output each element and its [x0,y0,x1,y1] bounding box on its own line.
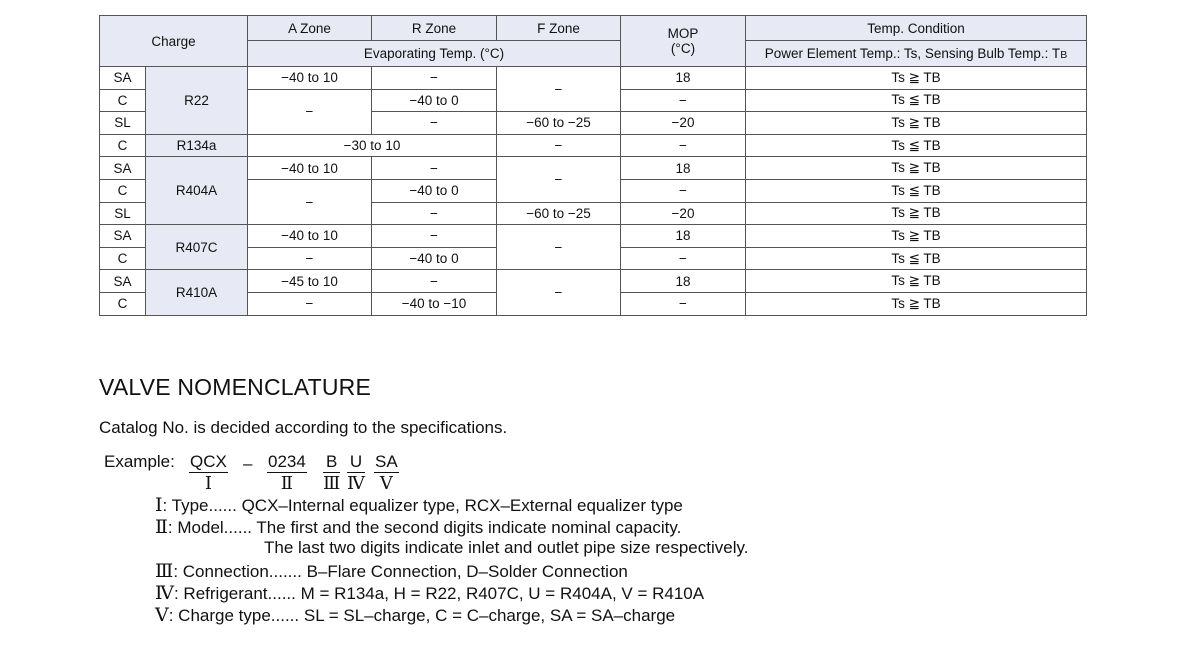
intro-text: Catalog No. is decided according to the specifications. [99,418,508,437]
header-charge: Charge [100,16,248,67]
table-row [100,270,1087,293]
header-a-zone: A Zone [248,16,372,41]
charge-cell: C [100,134,146,157]
charge-cell: C [100,292,146,315]
temp-condition-cell: Ts ≦ TB [746,89,1087,112]
r-zone-cell: −40 to 0 [372,89,497,112]
definition-type: Ⅰ: Type...... QCX–Internal equalizer type, RCX–External equalizer type [155,495,683,516]
definition-charge-type: Ⅴ: Charge type...... SL = SL–charge, C = C–charge, SA = SA–charge [155,605,676,626]
r-zone-cell: − [372,67,497,90]
refrigerant-cell: R134a [146,134,248,157]
definition-model-continued: The last two digits indicate inlet and outlet pipe size respectively. [264,538,749,557]
f-zone-cell: −60 to −25 [497,112,621,135]
temp-condition-cell: Ts ≧ TB [746,157,1087,180]
temp-condition-cell: Ts ≦ TB [746,134,1087,157]
segment-charge: SA Ⅴ [375,452,398,493]
table-row [100,67,1087,90]
mop-cell: − [621,292,746,315]
header-r-zone: R Zone [372,16,497,41]
a-zone-cell: −40 to 10 [248,67,372,90]
temp-condition-cell: Ts ≧ TB [746,202,1087,225]
r-zone-cell: − [372,270,497,293]
header-mop [621,16,746,67]
example-label: Example: [104,452,175,471]
header-mop-label: MOP [667,26,699,41]
charge-cell: SL [100,202,146,225]
mop-cell: − [621,134,746,157]
header-power-element: Power Element Temp.: Ts, Sensing Bulb Temp.: TB [746,41,1087,67]
r-zone-cell: − [372,202,497,225]
r-zone-cell: − [372,157,497,180]
temp-condition-cell: Ts ≦ TB [746,247,1087,270]
r-zone-cell: −40 to 0 [372,247,497,270]
definition-connection: Ⅲ: Connection....... B–Flare Connection, D–Solder Connection [155,561,628,582]
a-zone-cell: − [248,89,372,134]
temp-condition-cell: Ts ≧ TB [746,67,1087,90]
header-subscript: B [1060,49,1068,61]
header-mop-unit: (°C) [670,41,696,56]
r-zone-cell: −40 to 0 [372,179,497,202]
mop-cell: 18 [621,270,746,293]
charge-cell: C [100,89,146,112]
definition-model: Ⅱ: Model...... The first and the second digits indicate nominal capacity. [155,517,682,538]
mop-cell: − [621,89,746,112]
mop-cell: −20 [621,112,746,135]
temp-condition-cell: Ts ≧ TB [746,292,1087,315]
f-zone-cell: − [497,225,621,270]
definition-refrigerant: Ⅳ: Refrigerant...... M = R134a, H = R22, R407C, U = R404A, V = R410A [155,583,705,604]
segment-connection: B Ⅲ [323,452,341,493]
separator: – [243,454,253,473]
r-zone-cell: −40 to −10 [372,292,497,315]
a-zone-cell: −45 to 10 [248,270,372,293]
a-r-zone-cell: −30 to 10 [248,134,497,157]
charge-cell: C [100,247,146,270]
mop-cell: − [621,247,746,270]
refrigerant-cell: R410A [146,270,248,315]
charge-cell: SA [100,157,146,180]
charge-cell: SA [100,67,146,90]
temp-condition-cell: Ts ≧ TB [746,225,1087,248]
section-title: VALVE NOMENCLATURE [99,374,371,400]
f-zone-cell: − [497,270,621,315]
catalog-example [104,451,524,493]
segment-type: QCX Ⅰ [190,452,227,493]
a-zone-cell: −40 to 10 [248,157,372,180]
r-zone-cell: − [372,112,497,135]
temp-condition-cell: Ts ≦ TB [746,179,1087,202]
mop-cell: 18 [621,225,746,248]
f-zone-cell: −60 to −25 [497,202,621,225]
table-row [100,225,1087,248]
temp-condition-cell: Ts ≧ TB [746,112,1087,135]
charge-cell: SA [100,225,146,248]
refrigerant-cell: R404A [146,157,248,225]
f-zone-cell: − [497,67,621,112]
header-temp-condition: Temp. Condition [746,16,1087,41]
header-evaporating-temp: Evaporating Temp. (°C) [248,41,621,67]
segment-refrigerant: U Ⅳ [347,452,365,493]
temp-condition-cell: Ts ≧ TB [746,270,1087,293]
charge-cell: SA [100,270,146,293]
refrigerant-cell: R22 [146,67,248,135]
mop-cell: 18 [621,157,746,180]
specification-table [99,15,1087,316]
a-zone-cell: − [248,247,372,270]
header-f-zone: F Zone [497,16,621,41]
mop-cell: − [621,179,746,202]
refrigerant-cell: R407C [146,225,248,270]
f-zone-cell: − [497,134,621,157]
table-row [100,134,1087,157]
mop-cell: 18 [621,67,746,90]
table-row [100,157,1087,180]
charge-cell: SL [100,112,146,135]
mop-cell: −20 [621,202,746,225]
r-zone-cell: − [372,225,497,248]
segment-model: 0234 Ⅱ [268,452,306,493]
f-zone-cell: − [497,157,621,202]
a-zone-cell: −40 to 10 [248,225,372,248]
a-zone-cell: − [248,179,372,224]
charge-cell: C [100,179,146,202]
a-zone-cell: − [248,292,372,315]
